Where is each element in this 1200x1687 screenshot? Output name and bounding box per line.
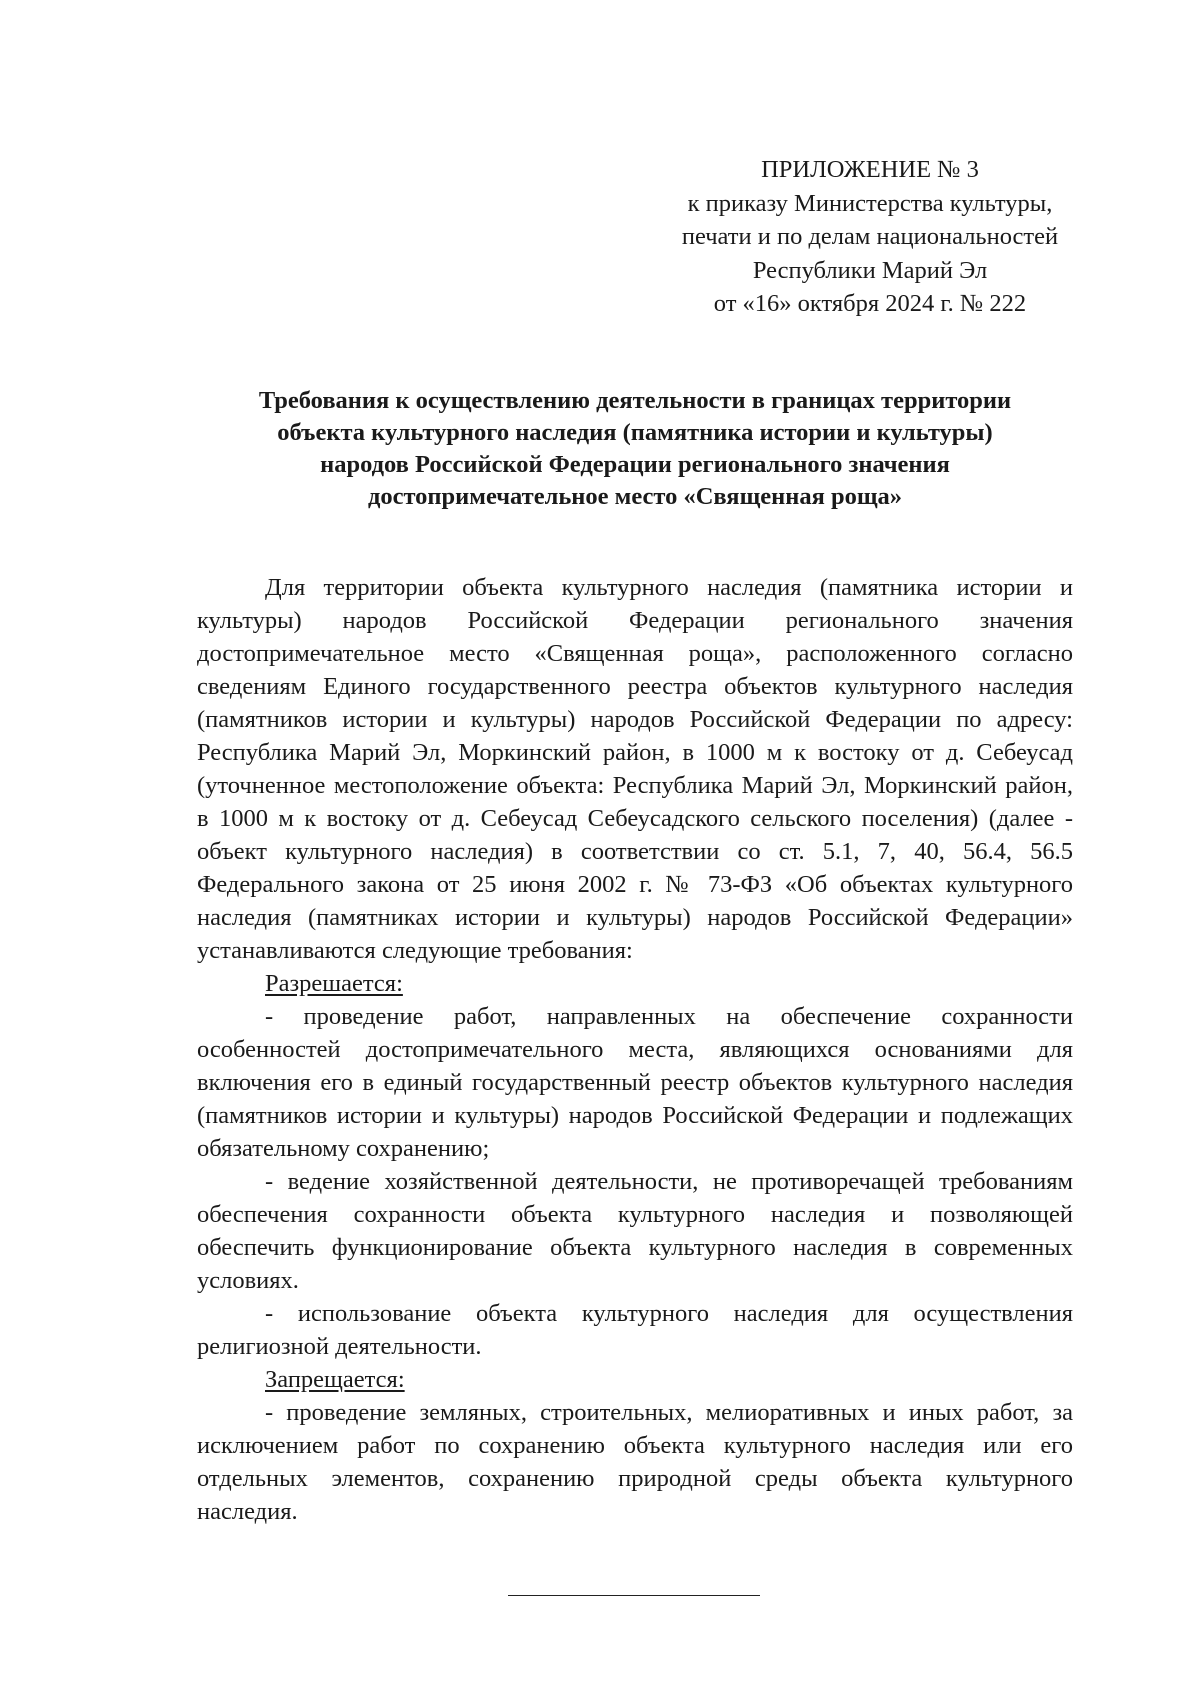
appendix-order-line: к приказу Министерства культуры,	[687, 189, 1053, 217]
forbidden-heading-text: Запрещается:	[265, 1366, 405, 1393]
forbidden-heading	[197, 1363, 1073, 1396]
allowed-item: - проведение работ, направленных на обеспечение сохранности особенностей достопримечательного места, являющихся основаниями для включения его в единый государственный реестр объектов культурного наследия (памятников истории и культуры) народов Российской Федерации и подлежащих обязательному сохранению;	[197, 1003, 1073, 1162]
allowed-heading-text: Разрешается:	[265, 970, 403, 997]
appendix-republic-line: Республики Марий Эл	[752, 256, 988, 284]
appendix-date-line: от «16» октября 2024 г. № 222	[713, 290, 1027, 317]
document-title	[175, 385, 1095, 513]
intro-paragraph: Для территории объекта культурного наследия (памятника истории и культуры) народов Российской Федерации регионального значения достопримечательное место «Священная роща», расположенного согласно сведениям Единого государственного реестра объектов культурного наследия (памятников истории и культуры) народов Российской Федерации по адресу: Республика Марий Эл, Моркинский район, в 1000 м к востоку от д. Себеусад (уточненное местоположение объекта: Республика Марий Эл, Моркинский район, в 1000 м к востоку от д. Себеусад Себеусадского сельского поселения) (далее - объект культурного наследия) в соответствии со ст. 5.1, 7, 40, 56.4, 56.5 Федерального закона от 25 июня 2002 г. № 73-ФЗ «Об объектах культурного наследия (памятниках истории и культуры) народов Российской Федерации» устанавливаются следующие требования:	[197, 574, 1073, 964]
document-body	[197, 571, 1073, 1528]
appendix-number: ПРИЛОЖЕНИЕ № 3	[761, 156, 979, 183]
forbidden-item: - проведение земляных, строительных, мелиоративных и иных работ, за исключением работ по сохранению объекта культурного наследия или его отдельных элементов, сохранению природной среды объекта культурного наследия.	[197, 1399, 1073, 1525]
appendix-ministry-line: печати и по делам национальностей	[681, 223, 1059, 250]
allowed-heading	[197, 967, 1073, 1000]
title-line: Требования к осуществлению деятельности в границах территории	[258, 387, 1012, 414]
allowed-item: - использование объекта культурного наследия для осуществления религиозной деятельности.	[197, 1300, 1073, 1360]
appendix-header	[640, 153, 1100, 321]
closing-rule	[508, 1595, 760, 1596]
title-line: объекта культурного наследия (памятника истории и культуры)	[277, 419, 993, 446]
title-line: народов Российской Федерации регионального значения	[320, 451, 950, 478]
title-line: достопримечательное место «Священная роща»	[367, 483, 903, 510]
allowed-item: - ведение хозяйственной деятельности, не противоречащей требованиям обеспечения сохранности объекта культурного наследия и позволяющей обеспечить функционирование объекта культурного наследия в современных условиях.	[197, 1168, 1073, 1294]
